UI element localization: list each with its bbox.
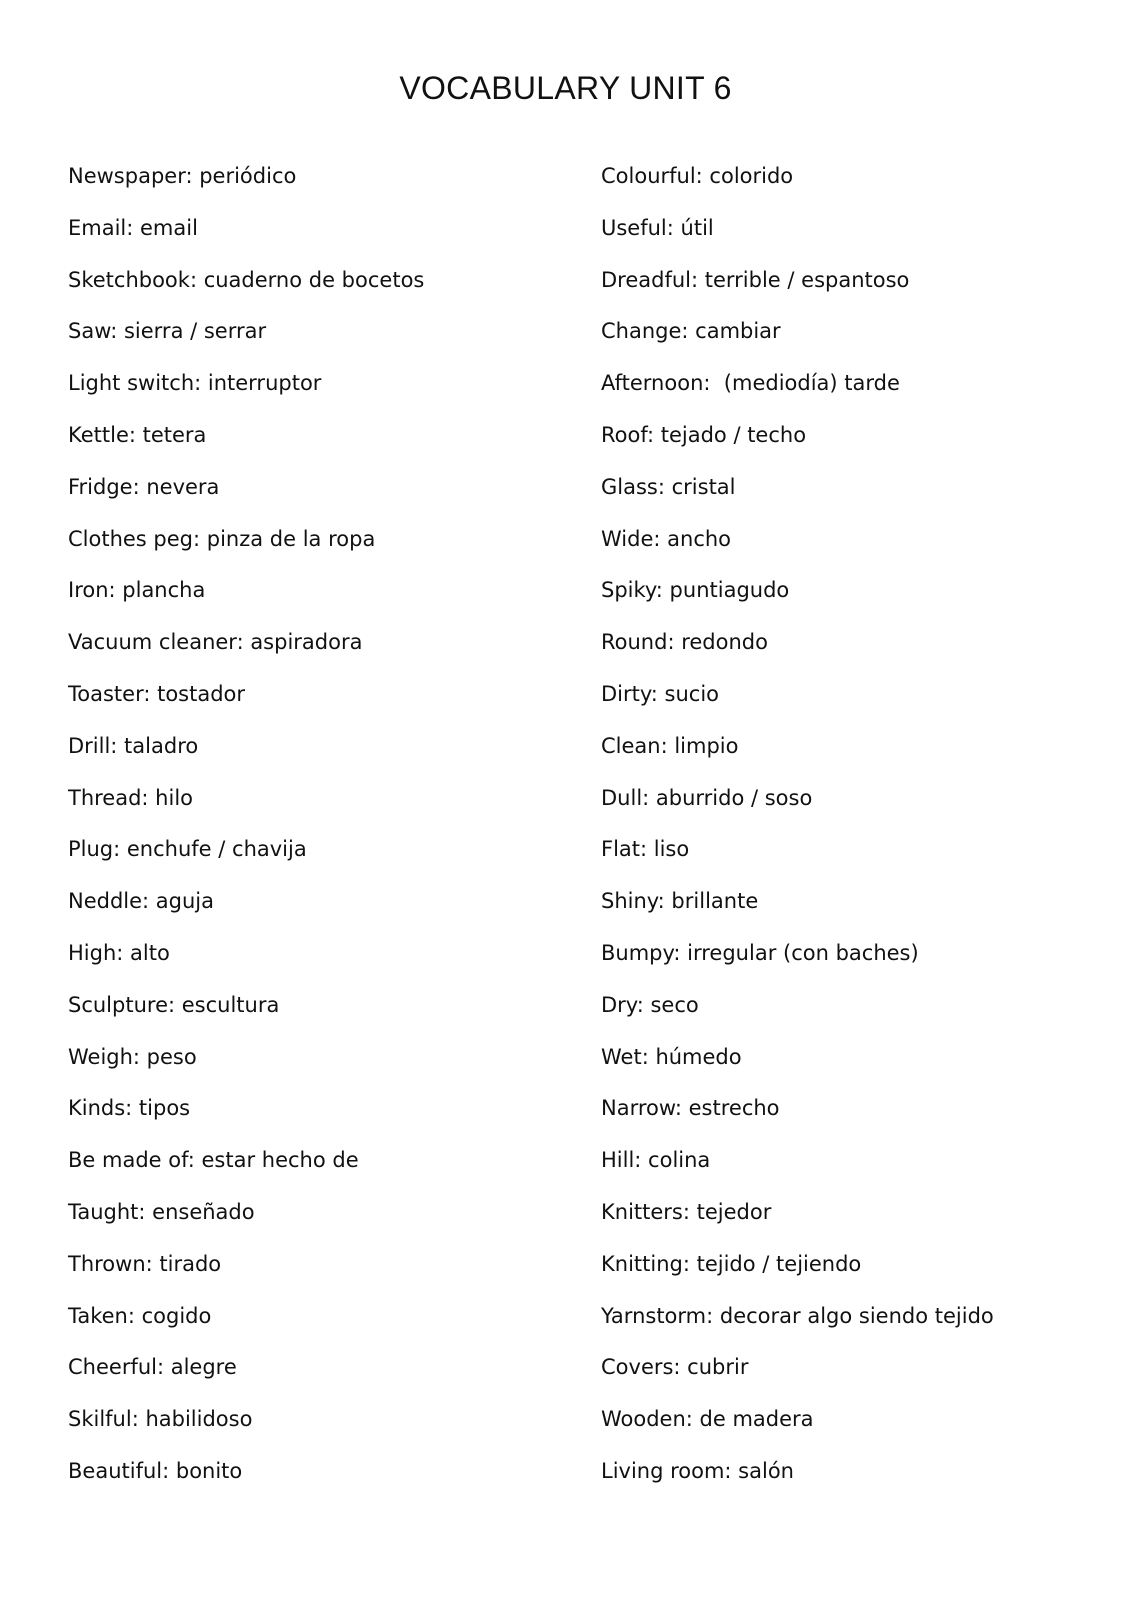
vocab-entry: Colourful: colorido bbox=[601, 164, 794, 188]
vocab-entry: Change: cambiar bbox=[601, 319, 781, 344]
vocab-entry: Taught: enseñado bbox=[68, 1199, 255, 1224]
vocab-entry: Cheerful: alegre bbox=[68, 1355, 237, 1380]
vocab-entry: Glass: cristal bbox=[601, 474, 736, 499]
vocab-entry: Wet: húmedo bbox=[601, 1044, 742, 1069]
vocab-entry: Flat: liso bbox=[601, 837, 690, 862]
vocab-entry: Light switch: interruptor bbox=[68, 371, 322, 396]
vocab-entry: Kinds: tipos bbox=[68, 1096, 191, 1121]
page-title: VOCABULARY UNIT 6 bbox=[399, 70, 732, 106]
vocab-entry: Narrow: estrecho bbox=[601, 1096, 780, 1121]
vocab-entry: Neddle: aguja bbox=[68, 889, 215, 914]
vocab-entry: Kettle: tetera bbox=[68, 422, 207, 447]
vocab-entry: Useful: útil bbox=[601, 215, 714, 240]
vocab-entry: Shiny: brillante bbox=[601, 889, 759, 914]
vocab-entry: Wooden: de madera bbox=[601, 1407, 814, 1432]
vocab-entry: Thread: hilo bbox=[68, 785, 194, 810]
vocab-entry: Spiky: puntiagudo bbox=[601, 578, 790, 603]
vocabulary-list-left bbox=[68, 160, 568, 1507]
vocab-entry: Sketchbook: cuaderno de bocetos bbox=[68, 267, 425, 292]
vocab-entry: Fridge: nevera bbox=[68, 474, 220, 499]
vocab-entry: Living room: salón bbox=[601, 1458, 794, 1483]
vocab-entry: Drill: taladro bbox=[68, 733, 199, 758]
vocab-entry: Dreadful: terrible / espantoso bbox=[601, 267, 910, 292]
vocab-entry: Beautiful: bonito bbox=[68, 1458, 243, 1483]
vocab-entry: Vacuum cleaner: aspiradora bbox=[68, 630, 363, 655]
vocab-entry: Dry: seco bbox=[601, 992, 699, 1017]
vocab-entry: Bumpy: irregular (con baches) bbox=[601, 940, 919, 965]
vocab-entry: Saw: sierra / serrar bbox=[68, 319, 267, 344]
vocabulary-list-right bbox=[601, 160, 1121, 1507]
vocab-entry: Weigh: peso bbox=[68, 1044, 197, 1069]
vocab-entry: Taken: cogido bbox=[68, 1303, 212, 1328]
vocab-entry: Skilful: habilidoso bbox=[68, 1407, 253, 1432]
vocab-entry: Roof: tejado / techo bbox=[601, 422, 807, 447]
vocab-entry: Hill: colina bbox=[601, 1148, 711, 1173]
vocab-entry: Toaster: tostador bbox=[68, 681, 246, 706]
vocab-entry: Be made of: estar hecho de bbox=[68, 1148, 359, 1173]
vocab-entry: Yarnstorm: decorar algo siendo tejido bbox=[601, 1303, 994, 1328]
vocab-entry: Plug: enchufe / chavija bbox=[68, 837, 307, 862]
vocab-entry: Sculpture: escultura bbox=[68, 992, 280, 1017]
vocab-entry: Email: email bbox=[68, 215, 198, 240]
vocab-entry: Covers: cubrir bbox=[601, 1355, 749, 1380]
vocab-entry: High: alto bbox=[68, 940, 170, 965]
vocab-entry: Afternoon: (mediodía) tarde bbox=[601, 371, 900, 396]
vocab-entry: Round: redondo bbox=[601, 630, 768, 655]
vocab-entry: Newspaper: periódico bbox=[68, 164, 297, 188]
vocab-entry: Clothes peg: pinza de la ropa bbox=[68, 526, 376, 551]
vocab-entry: Knitting: tejido / tejiendo bbox=[601, 1251, 862, 1276]
vocab-entry: Knitters: tejedor bbox=[601, 1199, 772, 1224]
vocab-entry: Iron: plancha bbox=[68, 578, 206, 603]
vocab-entry: Dirty: sucio bbox=[601, 681, 720, 706]
vocab-entry: Dull: aburrido / soso bbox=[601, 785, 813, 810]
vocab-entry: Thrown: tirado bbox=[68, 1251, 222, 1276]
vocab-entry: Wide: ancho bbox=[601, 526, 732, 551]
vocab-entry: Clean: limpio bbox=[601, 733, 739, 758]
